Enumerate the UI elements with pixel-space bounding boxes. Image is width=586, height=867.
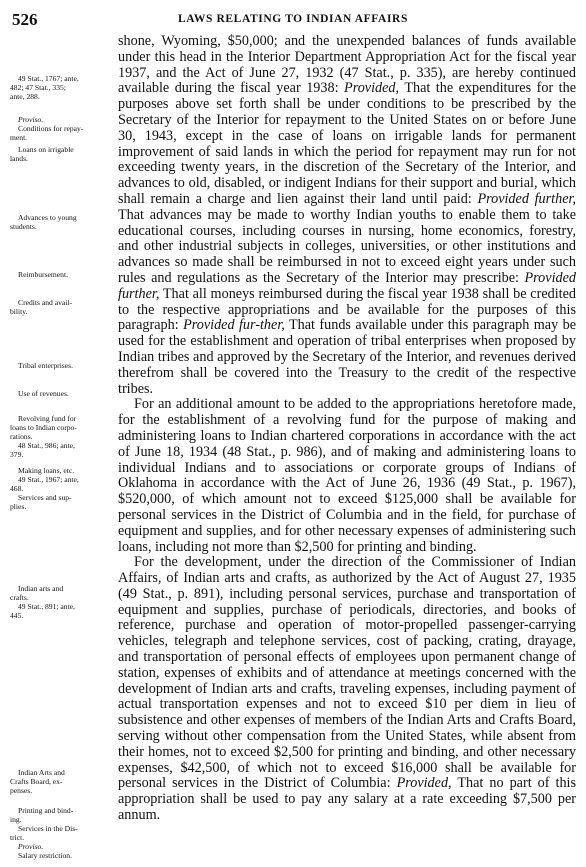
proviso-term: Provided further,	[477, 190, 576, 207]
margin-note-citation	[10, 74, 114, 101]
margin-note-line: Proviso.	[18, 115, 44, 124]
page-number: 526	[12, 10, 38, 29]
margin-note-line: plies.	[10, 502, 27, 511]
text-run: That all moneys reimbursed during the fiscal year 1938 shall be credited to the respective appropriations and be available for the purposes of this paragraph:	[118, 285, 576, 334]
margin-note-tribal-enterprises	[10, 361, 114, 370]
margin-note-line: trict.	[10, 833, 25, 842]
margin-note-line: bility.	[10, 307, 28, 316]
page-header	[12, 10, 574, 32]
margin-note-use-of-revenues	[10, 389, 114, 398]
text-run: That funds available under this paragraph may be used for the establishment and operation of tribal enterprises when proposed by Indian tribes and approved by the Secretary of the Interior, and revenues derived therefrom shall be covered into the Treasury to the credit of the respective tribes.	[118, 317, 577, 397]
margin-note-proviso	[10, 115, 114, 142]
margin-note-line: Credits and avail-	[18, 298, 72, 307]
margin-note-line: 49 Stat., 1967; ante,	[18, 475, 79, 484]
margin-note-line: Services in the Dis-	[18, 824, 78, 833]
text-run: That no part of this appropriation shall be used to pay any salary at a rate exceeding $7,500 per annum.	[118, 775, 577, 824]
margin-note-line: Services and sup-	[18, 493, 72, 502]
margin-note-line: Loans on irrigable	[18, 145, 74, 154]
margin-note-line: loans to Indian corpo-	[10, 423, 77, 432]
margin-note-line: ment.	[10, 133, 28, 142]
margin-note-line: 379.	[10, 450, 24, 459]
margin-note-line: 49 Stat., 1767; ante,	[18, 74, 79, 83]
margin-note-line: penses.	[10, 786, 33, 795]
proviso-term: Provided,	[396, 775, 452, 792]
margin-note-line: crafts.	[10, 593, 29, 602]
proviso-term: Provided fur-ther,	[183, 317, 285, 334]
margin-note-line: 482; 47 Stat., 335;	[10, 83, 66, 92]
proviso-term: Provided further,	[118, 269, 576, 302]
margin-note-revolving-fund	[10, 414, 114, 459]
margin-note-young-students	[10, 213, 114, 231]
margin-note-irrigable-loans	[10, 145, 114, 163]
margin-note-line: Revolving fund for	[18, 414, 77, 423]
margin-note-line: Reimbursement.	[18, 270, 68, 279]
margin-note-line: ing.	[10, 815, 22, 824]
text-run: That the expenditures for the purposes above set forth shall be under conditions to be prescribed by the Secretary of the Interior for repayment to the United States on or before June 30, 1943, except in the case of loans on irrigable lands for permanent improvement of said lands in which the period for repayment may run for not exceeding twenty years, in the discretion of the Secretary of the Interior, and advances to old, disabled, or indigent Indians for their support and burial, which shall remain a charge and lien against their land until paid:	[118, 80, 577, 207]
margin-note-line: Salary restriction.	[18, 851, 72, 860]
margin-note-line: Indian arts and	[18, 584, 64, 593]
margin-note-line: Printing and bind-	[18, 806, 74, 815]
margin-note-line: Making loans, etc.	[18, 466, 75, 475]
paragraph-revolving-fund: For an additional amount to be added to the appropriations heretofore made, for the establishment of a revolving fund for the purpose of making and administering loans to Indian chartered corporations in accordance with the act of June 18, 1934 (48 Stat., p. 986), and of making and administering loans to individual Indians and to associations or corporate groups of Indians of Oklahoma in accordance with the Act of June 26, 1936 (49 Stat., p. 1967), $520,000, of which amount not to exceed $125,000 shall be available for personal services in the District of Columbia and in the field, for purchase of equipment and supplies, and for other necessary expenses of administering such loans, including not more than $2,500 for printing and binding.	[118, 396, 576, 555]
running-title: LAWS RELATING TO INDIAN AFFAIRS	[178, 13, 408, 25]
margin-note-credits	[10, 298, 114, 316]
body-text	[118, 34, 576, 824]
margin-note-line: 468.	[10, 484, 24, 493]
paragraph-loans-continuation	[118, 34, 576, 397]
margin-note-line: Tribal enterprises.	[18, 361, 73, 370]
margin-note-line: Indian Arts and	[18, 768, 65, 777]
margin-note-line: Crafts Board, ex-	[10, 777, 63, 786]
margin-note-line: lands.	[10, 154, 28, 163]
margin-note-line: 49 Stat., 891; ante,	[18, 602, 75, 611]
text-run: For the development, under the direction of the Commissioner of Indian Affairs, of Indian arts and crafts, as authorized by the Act of August 27, 1935 (49 Stat., p. 891), including personal services, purchase and transportation of equipment and supplies, purchase of periodicals, directories, and books of reference, purchase and operation of motor-propelled passenger-carrying vehicles, telegraph and telephone services, cost of packing, crating, drayage, and transportation of personal effects of employees upon permanent change of station, expenses of exhibits and of attendance at meetings concerned with the development of Indian arts and crafts, traveling expenses, including payment of actual transportation expenses and not to exceed $10 per diem in lieu of subsistence and other expenses of members of the Indian Arts and Crafts Board, serving without other compensation from the United States, while absent from their homes, not to exceed $2,500 for printing and binding, and other necessary expenses, $42,500, of which not to exceed $16,000 shall be available for personal services in the District of Columbia:	[118, 554, 576, 792]
margin-note-printing-services	[10, 806, 114, 860]
margin-note-making-loans	[10, 466, 114, 511]
margin-note-line: rations.	[10, 432, 33, 441]
margin-note-board-expenses	[10, 768, 114, 795]
margin-note-reimbursement	[10, 270, 114, 279]
margin-note-line: Advances to young	[18, 213, 77, 222]
margin-note-arts-crafts	[10, 584, 114, 620]
text-run: shone, Wyoming, $50,000; and the unexpended balances of funds available under this head in the Interior Department Appropriation Act for the fiscal year 1937, and the Act of June 27, 1932 (47 Stat., p. 335), are hereby continued available during the fiscal year 1938:	[118, 33, 576, 97]
margin-note-line: ante, 288.	[10, 92, 40, 101]
margin-note-line: 445.	[10, 611, 24, 620]
text-run: That advances may be made to worthy Indian youths to enable them to take educational courses, including courses in nursing, home economics, forestry, and other industrial subjects in colleges, universities, or other institutions and advances so made shall be reimbursed in not to exceed eight years under such rules and regulations as the Secretary of the Interior may prescribe:	[118, 206, 576, 286]
margin-note-line: Proviso.	[18, 842, 44, 851]
paragraph-arts-and-crafts	[118, 555, 576, 824]
margin-note-line: 48 Stat., 986; ante,	[18, 441, 75, 450]
margin-note-line: students.	[10, 222, 37, 231]
margin-note-line: Use of revenues.	[18, 389, 69, 398]
proviso-term: Provided,	[344, 80, 400, 97]
margin-note-line: Conditions for repay-	[18, 124, 84, 133]
